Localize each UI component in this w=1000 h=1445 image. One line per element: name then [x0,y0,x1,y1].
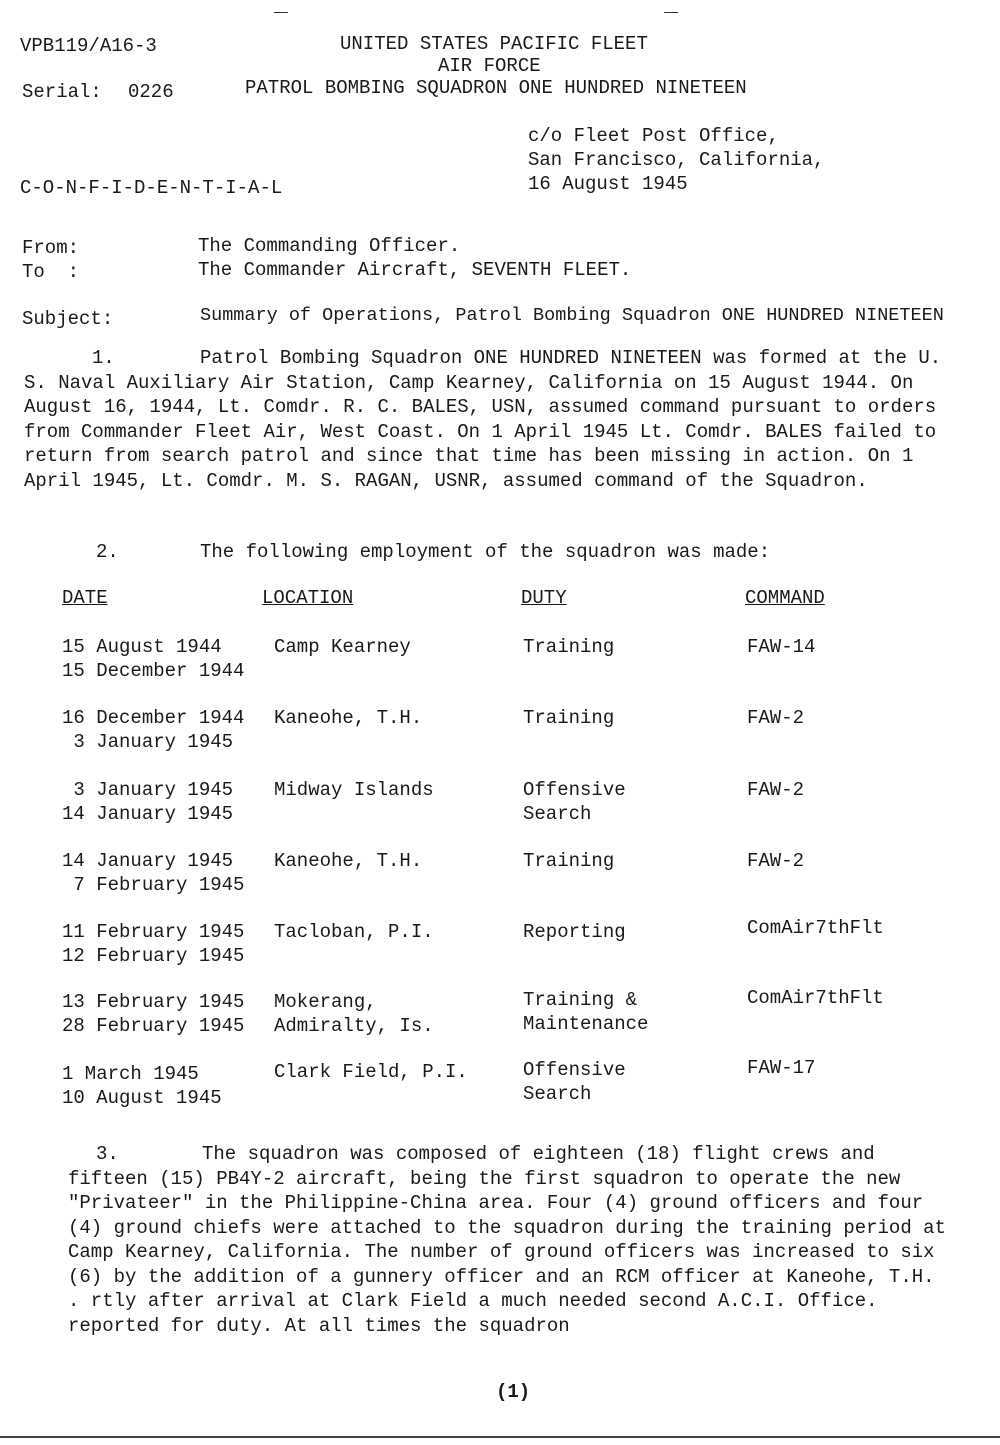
org-line-air-force: AIR FORCE [438,55,541,77]
scan-mark [664,12,678,13]
from-value: The Commanding Officer. [198,235,461,257]
date-from: 1 March 1945 [62,1063,199,1085]
location: Midway Islands [274,779,434,801]
location-continued: Admiralty, Is. [274,1015,434,1037]
location: Mokerang, [274,991,377,1013]
paragraph-1 [24,346,964,493]
org-line-squadron: PATROL BOMBING SQUADRON ONE HUNDRED NINETEEN [245,77,747,99]
table-row [0,778,1000,828]
date-to: 28 February 1945 [62,1015,245,1037]
duty-continued: Search [523,803,592,825]
paragraph-3-number: 3. [96,1143,119,1165]
command: FAW-17 [747,1057,816,1079]
location: Kaneohe, T.H. [274,850,423,872]
date-from: 14 January 1945 [62,850,234,872]
duty: Training [523,636,615,658]
date-to: 10 August 1945 [62,1087,222,1109]
to-label: To : [22,261,80,283]
location: Clark Field, P.I. [274,1061,468,1083]
table-row [0,987,1000,1040]
serial-label: Serial: [22,81,102,103]
org-line-fleet: UNITED STATES PACIFIC FLEET [340,33,648,55]
location: Tacloban, P.I. [274,921,434,943]
address-line-2: San Francisco, California, [528,149,825,171]
duty: Reporting [523,921,626,943]
table-row [0,706,1000,756]
duty: Offensive [523,1059,626,1081]
command: FAW-14 [747,636,816,658]
date-to: 15 December 1944 [62,660,245,682]
table-row [0,635,1000,685]
column-header-duty: DUTY [521,587,567,609]
from-label: From: [22,237,80,259]
table-row [0,917,1000,970]
paragraph-3-text: The squadron was composed of eighteen (18) flight crews and fifteen (15) PB4Y-2 aircraft, being the first squadron to operate the new "Privateer" in the Philippine-China area. Four (4) ground officers and four (4) ground chiefs were attached to the squadron during the training period at Camp Kearney, California. The number of ground officers was increased to six (6) by the addition of a gunnery officer and an RCM officer at Kaneohe, T.H. . rtly after arrival at Clark Field a much needed second A.C.I. Office. reported for duty. At all times the squadron [68,1143,946,1337]
subject-label: Subject: [22,308,114,330]
date-from: 13 February 1945 [62,991,245,1013]
date-from: 11 February 1945 [62,921,245,943]
date-from: 15 August 1944 [62,636,222,658]
date-to: 12 February 1945 [62,945,245,967]
paragraph-1-number: 1. [92,347,115,369]
bottom-edge-line [0,1436,1000,1438]
paragraph-3 [68,1142,948,1338]
duty-continued: Search [523,1083,592,1105]
address-line-1: c/o Fleet Post Office, [528,125,779,147]
column-header-date: DATE [62,587,108,609]
column-header-command: COMMAND [745,587,825,609]
scan-mark [274,12,288,13]
paragraph-2-text: The following employment of the squadron was made: [200,541,771,563]
to-value: The Commander Aircraft, SEVENTH FLEET. [198,259,632,281]
letter-date: 16 August 1945 [528,173,688,195]
location: Camp Kearney [274,636,411,658]
duty: Training [523,850,615,872]
serial-number: 0226 [128,81,174,103]
date-from: 3 January 1945 [62,779,234,801]
date-to: 3 January 1945 [62,731,234,753]
subject-value: Summary of Operations, Patrol Bombing Squadron ONE HUNDRED NINETEEN [200,305,944,326]
command: ComAir7thFlt [747,987,884,1009]
paragraph-2-number: 2. [96,541,119,563]
paragraph-1-text: Patrol Bombing Squadron ONE HUNDRED NINETEEN was formed at the U. S. Naval Auxiliary Air Station, Camp Kearney, California on 15 August 1944. On August 16, 1944, Lt. Comdr. R. C. BALES, USN, assumed command pursuant to orders from Commander Fleet Air, West Coast. On 1 April 1945 Lt. Comdr. BALES failed to return from search patrol and since that time has been missing in action. On 1 April 1945, Lt. Comdr. M. S. RAGAN, USNR, assumed command of the Squadron. [24,347,942,492]
duty: Offensive [523,779,626,801]
file-reference: VPB119/A16-3 [20,35,157,57]
column-header-location: LOCATION [262,587,354,609]
table-row [0,849,1000,899]
date-from: 16 December 1944 [62,707,245,729]
duty: Training [523,707,615,729]
command: FAW-2 [747,779,805,801]
page-number: (1) [496,1381,531,1403]
table-row [0,1057,1000,1112]
date-to: 7 February 1945 [62,874,245,896]
date-to: 14 January 1945 [62,803,234,825]
classification-marking: C-O-N-F-I-D-E-N-T-I-A-L [20,177,283,199]
location: Kaneohe, T.H. [274,707,423,729]
duty: Training & [523,989,638,1011]
duty-continued: Maintenance [523,1013,649,1035]
command: FAW-2 [747,707,805,729]
command: ComAir7thFlt [747,917,884,939]
command: FAW-2 [747,850,805,872]
